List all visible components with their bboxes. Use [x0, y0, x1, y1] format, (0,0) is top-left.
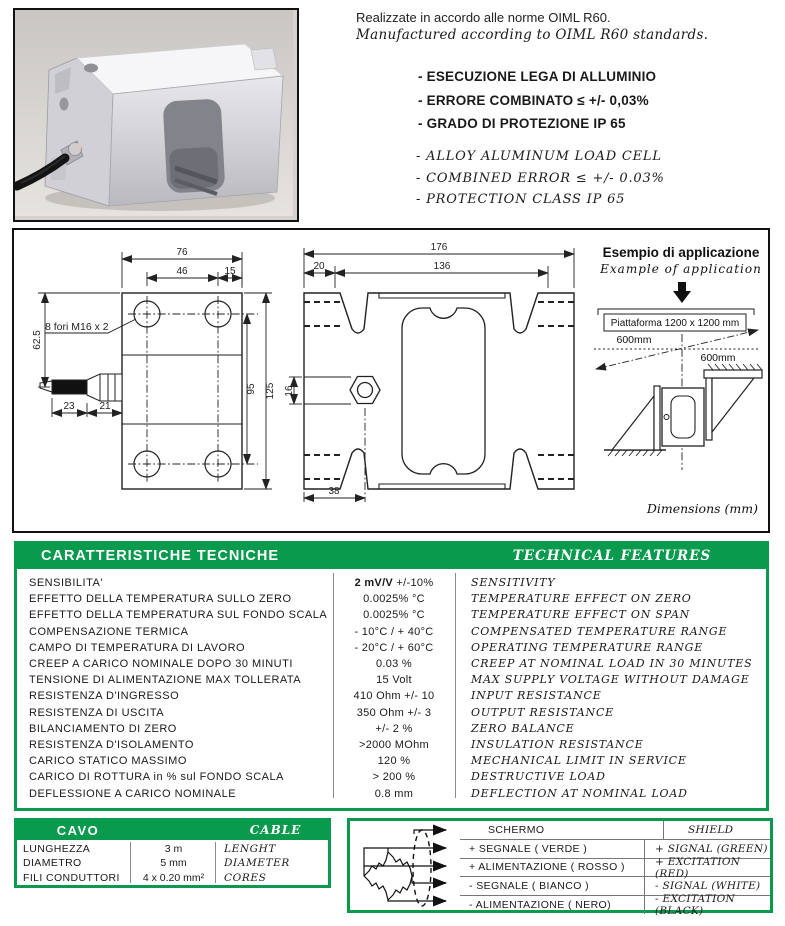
spec-label-it: TENSIONE DI ALIMENTAZIONE MAX TOLLERATA — [29, 674, 302, 687]
wire-label-en: - SIGNAL (WHITE) — [655, 880, 761, 893]
spec-label-it: COMPENSAZIONE TERMICA — [29, 625, 189, 638]
spec-label-en: TEMPERATURE EFFECT ON SPAN — [471, 608, 691, 622]
cable-title-en: CABLE — [249, 823, 302, 837]
wire-label-it: + ALIMENTAZIONE ( ROSSO ) — [460, 859, 645, 877]
down-arrow-icon — [673, 282, 691, 303]
cable-label-it: DIAMETRO — [23, 857, 82, 870]
bullet-en: - COMBINED ERROR ≤ +/- 0.03% — [416, 170, 665, 186]
dim-46: 46 — [176, 266, 188, 277]
example-title-it: Esempio di applicazione — [602, 245, 760, 260]
example-title-en: Example of application — [600, 262, 762, 276]
spec-label-en: OPERATING TEMPERATURE RANGE — [471, 640, 704, 654]
spec-value: 350 Ohm +/- 3 — [356, 706, 432, 719]
cable-value: 5 mm — [160, 857, 187, 870]
tech-table-row — [17, 656, 766, 672]
spec-value: 410 Ohm +/- 10 — [353, 690, 435, 703]
cable-table-row — [17, 871, 328, 885]
resistor — [388, 876, 412, 900]
spec-label-it: RESISTENZA DI USCITA — [29, 706, 165, 719]
cable-label-en: CORES — [224, 871, 267, 884]
spec-value: - 20°C / + 60°C — [354, 641, 434, 654]
spec-label-it: CARICO STATICO MASSIMO — [29, 755, 187, 768]
tech-table-row — [17, 624, 766, 640]
spec-label-en: MAX SUPPLY VOLTAGE WITHOUT DAMAGE — [471, 673, 750, 687]
spec-label-it: EFFETTO DELLA TEMPERATURA SUL FONDO SCALA — [29, 609, 328, 622]
spec-label-en: MECHANICAL LIMIT IN SERVICE — [471, 754, 687, 768]
cable-table-header — [17, 821, 328, 840]
dim-125: 125 — [265, 382, 276, 400]
spec-value — [333, 575, 455, 591]
cable-value: 4 x 0.20 mm² — [142, 871, 205, 884]
spec-label-en: DESTRUCTIVE LOAD — [471, 770, 606, 784]
bullet-it: - ESECUZIONE LEGA DI ALLUMINIO — [418, 69, 657, 84]
wiring-table-row — [460, 893, 770, 918]
tech-table-row — [17, 753, 766, 769]
centerlines — [128, 296, 258, 482]
wiring-table-row — [460, 855, 770, 880]
dim-76: 76 — [176, 247, 188, 258]
cable-label-en: DIAMETER — [224, 857, 290, 870]
cable-table-row — [17, 842, 328, 856]
cable-title-it: CAVO — [56, 823, 100, 838]
aluminum-block — [45, 44, 283, 206]
spec-value-rest: +/-10% — [393, 577, 434, 589]
spec-value: 0.03 % — [375, 658, 413, 671]
spec-label-it: DEFLESSIONE A CARICO NOMINALE — [29, 787, 237, 800]
spec-value: 0.0025% °C — [363, 593, 425, 606]
wire-label-it: SCHERMO — [460, 821, 664, 839]
resistor — [364, 852, 388, 876]
tech-table-row — [17, 607, 766, 623]
technical-drawing-box — [12, 228, 770, 533]
load-cell-photo — [13, 8, 299, 222]
dimensions-note: Dimensions (mm) — [646, 501, 758, 516]
dim-23: 23 — [63, 401, 75, 412]
dim-38: 38 — [328, 486, 340, 497]
dim-20: 20 — [313, 261, 325, 272]
mounting-illustration — [604, 334, 762, 470]
column-divider — [455, 573, 456, 798]
wiring-table-row — [460, 821, 770, 839]
application-example — [586, 236, 768, 526]
spec-label-en: TEMPERATURE EFFECT ON ZERO — [471, 592, 692, 606]
dim-95: 95 — [246, 383, 257, 395]
dim-136: 136 — [433, 261, 451, 272]
dim-15: 15 — [224, 266, 236, 277]
dim-600-right: 600mm — [700, 352, 736, 364]
tech-table-row — [17, 688, 766, 704]
tech-table-row — [17, 575, 766, 591]
spec-label-it: EFFETTO DELLA TEMPERATURA SULLO ZERO — [29, 593, 292, 606]
tech-table-row — [17, 640, 766, 656]
spec-label-en: DEFLECTION AT NOMINAL LOAD — [471, 786, 688, 800]
cable-label-it: FILI CONDUTTORI — [23, 871, 120, 884]
tech-table-row — [17, 591, 766, 607]
feature-bullets-en — [416, 146, 665, 211]
tech-table-row — [17, 721, 766, 737]
spec-value: 120 % — [377, 755, 411, 768]
norm-line-en: Manufactured according to OIML R60 standards. — [356, 27, 709, 43]
dim-62-5: 62.5 — [32, 330, 43, 350]
bullet-en: - ALLOY ALUMINUM LOAD CELL — [416, 149, 662, 164]
spec-label-it: RESISTENZA D'INGRESSO — [29, 690, 180, 703]
spec-label-it: CAMPO DI TEMPERATURA DI LAVORO — [29, 641, 246, 654]
tech-table-row — [17, 769, 766, 785]
cable-label-en: LENGHT — [224, 843, 276, 855]
intro-block — [350, 8, 782, 218]
spec-label-en: COMPENSATED TEMPERATURE RANGE — [471, 624, 728, 638]
spec-label-en: CREEP AT NOMINAL LOAD IN 30 MINUTES — [471, 657, 753, 671]
spec-label-it: RESISTENZA D'ISOLAMENTO — [29, 739, 194, 752]
wiring-table — [347, 818, 773, 918]
bullet-it: - GRADO DI PROTEZIONE IP 65 — [418, 116, 626, 131]
spec-label-en: ZERO BALANCE — [471, 721, 575, 735]
cable-connector — [40, 374, 122, 401]
tech-table-row — [17, 705, 766, 721]
tech-table-row — [17, 786, 766, 802]
dim-21: 21 — [99, 401, 111, 412]
column-divider — [215, 842, 216, 883]
spec-value: >2000 MOhm — [359, 739, 429, 752]
spec-label-en: INSULATION RESISTANCE — [471, 738, 644, 752]
spec-label-it: CREEP A CARICO NOMINALE DOPO 30 MINUTI — [29, 658, 293, 671]
spec-label-it: CARICO DI ROTTURA in % sul FONDO SCALA — [29, 771, 284, 784]
column-divider — [333, 573, 334, 798]
spec-value: +/- 2 % — [375, 722, 413, 735]
tech-table-row — [17, 737, 766, 753]
dim-176: 176 — [430, 242, 448, 253]
bullet-it: - ERRORE COMBINATO ≤ +/- 0,03% — [418, 92, 649, 108]
wire-label-en: - EXCITATION (BLACK) — [655, 893, 736, 918]
spec-value: 0.8 mm — [374, 787, 414, 800]
wire-label-it: - SEGNALE ( BIANCO ) — [460, 877, 645, 895]
side-view-drawing — [282, 236, 582, 524]
holes-label: 8 fori M16 x 2 — [45, 321, 109, 333]
wire-label-it: + SEGNALE ( VERDE ) — [460, 840, 645, 858]
spec-value: 15 Volt — [376, 674, 412, 687]
wiring-rows — [460, 821, 770, 918]
column-divider — [130, 842, 131, 883]
wire-label-it: - ALIMENTAZIONE ( NERO) — [460, 896, 645, 914]
cable-table-row — [17, 856, 328, 870]
spec-value: 0.0025% °C — [363, 609, 425, 622]
bullet-en: - PROTECTION CLASS IP 65 — [416, 192, 626, 207]
cable-label-it: LUNGHEZZA — [23, 843, 91, 855]
spec-value: - 10°C / + 40°C — [354, 625, 434, 638]
front-view-drawing — [20, 236, 280, 524]
tech-table-body — [17, 569, 766, 802]
spec-label-en: SENSITIVITY — [471, 576, 556, 589]
wire-label-en: + SIGNAL (GREEN) — [655, 842, 768, 855]
resistor — [388, 852, 412, 876]
spec-value: > 200 % — [372, 771, 416, 784]
cable-value: 3 m — [164, 843, 183, 855]
wire-label-en: SHIELD — [688, 823, 734, 836]
tech-title-it: CARATTERISTICHE TECNICHE — [41, 548, 280, 564]
bridge-schematic — [350, 821, 460, 910]
load-cell-photo-image — [15, 10, 293, 216]
spec-label-en: OUTPUT RESISTANCE — [471, 705, 615, 719]
dim-16: 16 — [284, 385, 295, 397]
resistor — [364, 876, 388, 900]
spec-label-it: SENSIBILITA' — [29, 577, 103, 589]
tech-table-row — [17, 672, 766, 688]
norm-line-it: Realizzate in accordo alle norme OIML R60. — [356, 10, 611, 25]
spec-value-bold: 2 mV/V — [354, 577, 394, 589]
wire-label-en: + EXCITATION (RED) — [655, 855, 741, 880]
tech-title-en: TECHNICAL FEATURES — [512, 548, 712, 564]
dim-600-left: 600mm — [616, 334, 652, 346]
tech-features-table — [14, 541, 769, 811]
tech-table-header — [17, 544, 766, 569]
spec-label-en: INPUT RESISTANCE — [471, 689, 602, 703]
cable-table — [14, 818, 331, 888]
platform-label: Piattaforma 1200 x 1200 mm — [610, 318, 740, 329]
cable-table-body — [17, 840, 328, 885]
feature-bullets-it — [418, 65, 656, 136]
spec-label-it: BILANCIAMENTO DI ZERO — [29, 722, 177, 735]
